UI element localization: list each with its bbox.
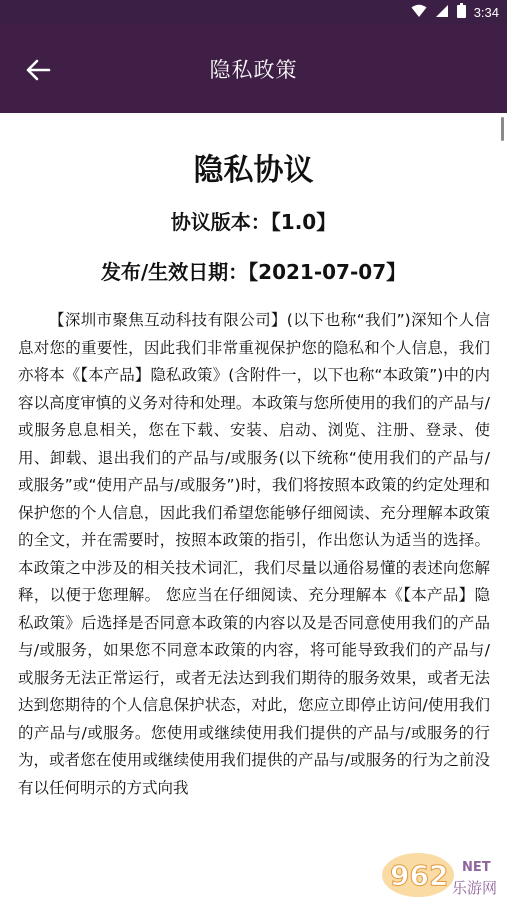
app-bar <box>0 24 507 113</box>
site-watermark-logo <box>378 849 503 901</box>
document-body: 【深圳市聚焦互动科技有限公司】(以下也称“我们”)深知个人信息对您的重要性，因此我们非常重视保护您的隐私和个人信息，我们亦将本《【本产品】隐私政策》(含附件一，以下也称“本政策”)中的内容以高度审慎的义务对待和处理。本政策与您所使用的我们的产品与/或服务息息相关，您在下载、安装、启动、浏览、注册、登录、使用、卸载、退出我们的产品与/或服务(以下统称“使用我们的产品与/或服务”或“使用产品与/或服务”)时，我们将按照本政策的约定处理和保护您的个人信息，因此我们希望您能够仔细阅读、充分理解本政策的全文，并在需要时，按照本政策的指引，作出您认为适当的选择。本政策之中涉及的相关技术词汇，我们尽量以通俗易懂的表述向您解释，以便于您理解。 您应当在仔细阅读、充分理解本《【本产品】隐私政策》后选择是否同意本政策的内容以及是否同意使用我们的产品与/或服务，如果您不同意本政策的内容，将可能导致我们的产品与/或服务无法正常运行，或者无法达到我们期待的服务效果，或者无法达到您期待的个人信息保护状态，对此，您应立即停止访问/使用我们的产品与/或服务。您使用或继续使用我们提供的产品与/或服务的行为，或者您在使用或继续使用我们提供的产品与/或服务的行为之前没有以任何明示的方式向我 <box>18 311 490 797</box>
status-time: 3:34 <box>473 4 499 20</box>
page-title: 隐私政策 <box>209 57 298 82</box>
document-version: 协议版本：【1.0】 <box>170 210 337 234</box>
arrow-left-icon <box>25 59 51 85</box>
signal-icon <box>435 3 449 22</box>
wifi-icon <box>411 3 427 22</box>
status-icons <box>411 0 499 24</box>
svg-text:962: 962 <box>390 859 449 892</box>
document-date: 发布/生效日期：【2021-07-07】 <box>100 260 407 284</box>
scrollbar[interactable] <box>501 117 504 141</box>
policy-content[interactable] <box>0 113 507 903</box>
document-title: 隐私协议 <box>193 153 314 188</box>
svg-text:乐游网: 乐游网 <box>452 879 498 897</box>
back-button[interactable] <box>18 52 58 92</box>
status-bar <box>0 0 507 24</box>
svg-text:NET: NET <box>462 860 491 875</box>
battery-icon <box>457 3 466 22</box>
